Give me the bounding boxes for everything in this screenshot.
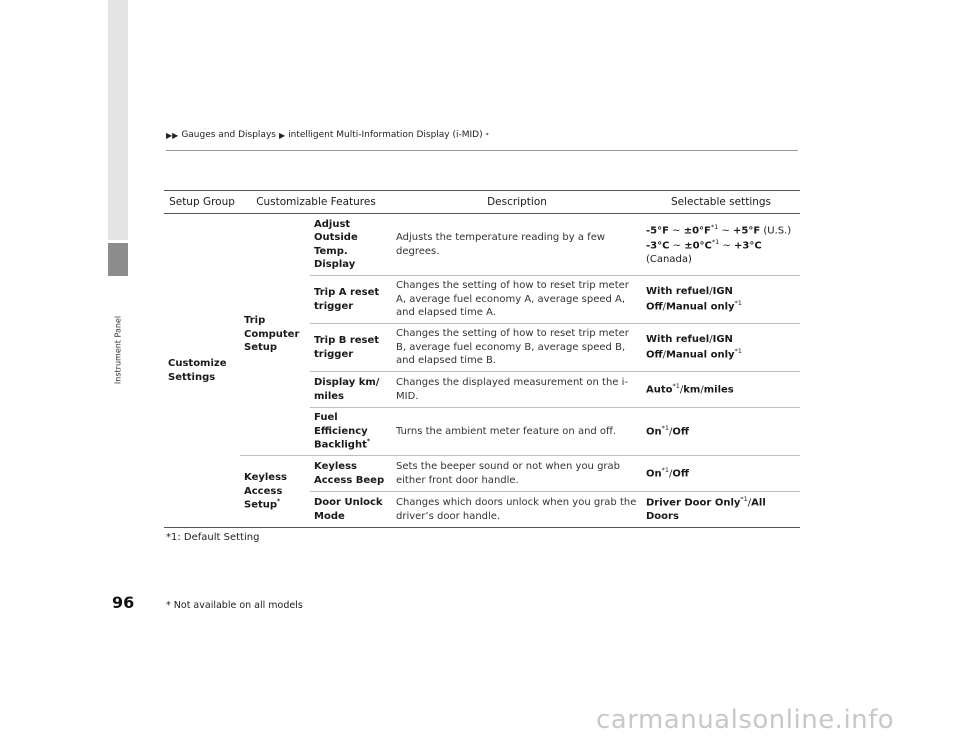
watermark: carmanualsonline.info <box>596 705 895 735</box>
feature-settings: Auto$^{*1}$/km/miles <box>642 372 800 408</box>
feature-name: Door Unlock Mode <box>310 492 392 528</box>
feature-settings: With refuel/IGN Off/Manual only$^{*1}$ <box>642 324 800 372</box>
keyless-access-cell: Keyless Access Setup* <box>240 456 310 528</box>
default-setting-footnote: *1: Default Setting <box>166 532 260 543</box>
header-setup-group: Setup Group <box>164 191 240 214</box>
availability-mark: * <box>485 131 489 139</box>
section-label-text: Instrument Panel <box>113 315 123 385</box>
header-rule <box>166 150 798 151</box>
feature-settings: On$^{*1}$/Off <box>642 456 800 492</box>
feature-settings: -5°F ~ $\pm 0^\circ F^{*1}$ ~ +5°F (U.S.) -3°C ~ $\pm 0^\circ C^{*1}$ ~ +3°C (Canada) <box>642 214 800 276</box>
table-header-row <box>164 191 800 214</box>
feature-name: Display km/ miles <box>310 372 392 408</box>
trip-computer-cell <box>240 214 310 456</box>
header-selectable: Selectable settings <box>642 191 800 214</box>
section-label <box>112 295 124 405</box>
section-tab-light <box>108 0 128 240</box>
double-arrow-icon: ▶▶ <box>166 130 179 140</box>
feature-description: Sets the beeper sound or not when you grab either front door handle. <box>392 456 642 492</box>
feature-description: Changes the setting of how to reset trip meter A, average fuel economy A, average speed A, and elapsed time A. <box>392 276 642 324</box>
feature-name: Trip B reset trigger <box>310 324 392 372</box>
setup-group-cell <box>164 214 240 528</box>
header-features: Customizable Features <box>240 191 392 214</box>
table-row <box>164 214 800 276</box>
feature-settings: With refuel/IGN Off/Manual only$^{*1}$ <box>642 276 800 324</box>
feature-description: Changes the setting of how to reset trip meter B, average fuel economy B, average speed B, and elapsed time B. <box>392 324 642 372</box>
feature-description: Changes which doors unlock when you grab the driver’s door handle. <box>392 492 642 528</box>
settings-table <box>164 190 800 528</box>
keyless-access-label: Keyless Access Setup <box>244 472 287 511</box>
breadcrumb <box>166 130 489 140</box>
trip-computer-label: Trip Computer Setup <box>244 315 300 354</box>
section-tab-marker <box>108 243 128 276</box>
breadcrumb-part-1[interactable]: Gauges and Displays <box>181 130 276 140</box>
feature-description: Turns the ambient meter feature on and off. <box>392 408 642 456</box>
arrow-icon: ▶ <box>278 130 286 140</box>
feature-name: Adjust Outside Temp. Display <box>310 214 392 276</box>
setup-group-label: Customize Settings <box>168 358 227 383</box>
feature-settings: Driver Door Only$^{*1}$/All Doors <box>642 492 800 528</box>
feature-name: Fuel Efficiency Backlight* <box>310 408 392 456</box>
breadcrumb-part-2[interactable]: intelligent Multi-Information Display (i-MID) <box>288 130 483 140</box>
feature-name: Trip A reset trigger <box>310 276 392 324</box>
feature-settings: On$^{*1}$/Off <box>642 408 800 456</box>
header-description: Description <box>392 191 642 214</box>
feature-description: Changes the displayed measurement on the i-MID. <box>392 372 642 408</box>
feature-name: Keyless Access Beep <box>310 456 392 492</box>
feature-description: Adjusts the temperature reading by a few degrees. <box>392 214 642 276</box>
availability-footnote: * Not available on all models <box>166 600 303 611</box>
page-number: 96 <box>112 593 135 612</box>
table-row <box>164 456 800 492</box>
